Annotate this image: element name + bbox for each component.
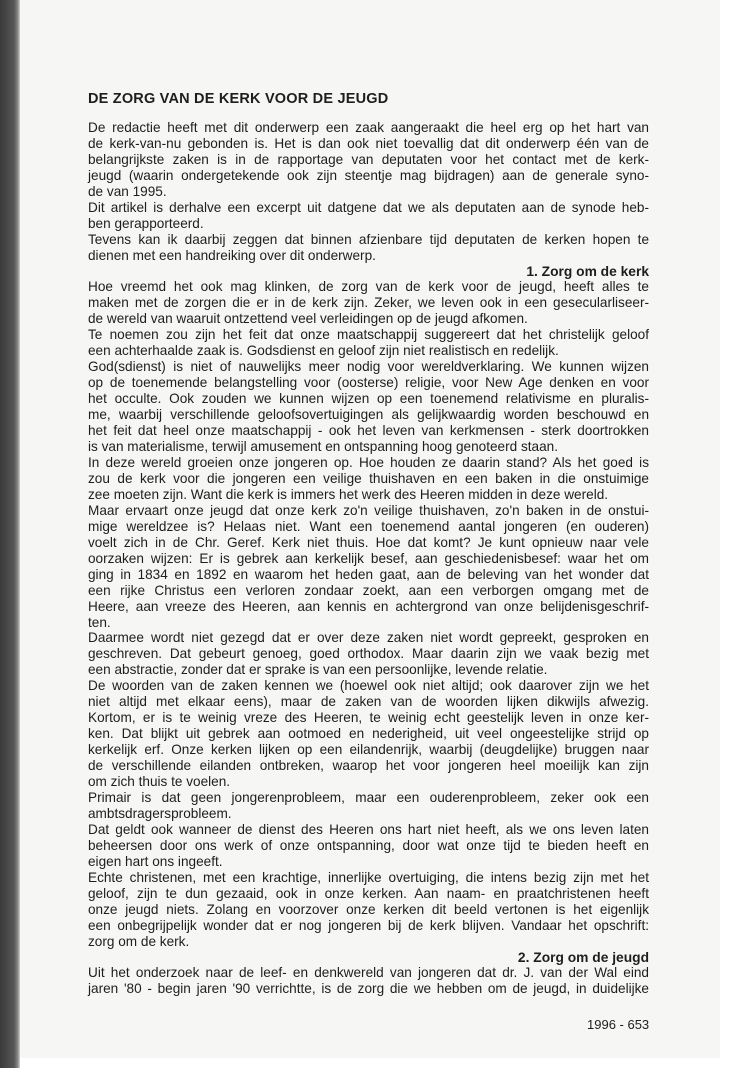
paragraph [88,232,649,264]
text-line: Echte christenen, met een krachtige, innerlijke overtuiging, die intens bezig zijn met het [88,869,649,885]
paragraph [88,630,649,678]
text-line: het occulte. Ook zouden we kunnen wijzen op een toenemend relativisme en pluralis- [88,391,649,407]
paragraph [88,678,649,790]
paragraph [88,279,649,327]
text-line: om zich thuis te voelen. [88,774,231,790]
text-line: beheersen door ons werk of onze ontspanning, door wat onze tijd te bieden heeft en [88,837,649,853]
page-binding-edge [0,0,20,1068]
text-line: Primair is dat geen jongerenprobleem, maar een ouderenprobleem, zeker ook een [88,789,649,805]
paragraph [88,790,649,822]
text-line: de verschillende eilanden ontbreken, waarop het voor jongeren heel moeilijk kan zijn [88,758,649,774]
section-heading: 2. Zorg om de jeugd [517,949,649,965]
text-line: me, waarbij verschillende geloofsovertuigingen als gelijkwaardig worden beschouwd en [88,407,649,423]
text-line: ten. [88,614,111,630]
paragraph [88,455,649,503]
page-margin-right [720,0,738,1068]
text-line: een achterhaalde zaak is. Godsdienst en geloof zijn niet realistisch en redelijk. [88,343,559,359]
text-line: Te noemen zou zijn het feit dat onze maatschappij suggereert dat het christelijk geloof [88,327,649,343]
text-line: jaren '80 - begin jaren '90 verrichtte, is de zorg die we hebben om de jeugd, in duidelijke [88,981,649,997]
text-line: geloof, zijn te dun gezaaid, ook in onze kerken. Aan naam- en praatchristenen heeft [88,885,649,901]
text-line: Dit artikel is derhalve een excerpt uit datgene dat we als deputaten aan de synode heb- [88,199,649,215]
text-line: zorg om de kerk. [88,933,190,949]
page-margin-bottom [20,1058,720,1068]
text-line: Daarmee wordt niet gezegd dat er over deze zaken niet wordt gepreekt, gesproken en [88,630,649,646]
text-line: Dat geldt ook wanneer de dienst des Heeren ons hart niet heeft, als we ons leven laten [88,821,649,837]
paragraph [88,120,649,200]
text-line: Uit het onderzoek naar de leef- en denkwereld van jongeren dat dr. J. van der Wal eind [88,965,649,981]
text-line: In deze wereld groeien onze jongeren op. Hoe houden ze daarin stand? Als het goed is [88,454,649,470]
text-line: voelt zich in de Chr. Geref. Kerk niet thuis. Hoe dat komt? Je kunt opnieuw naar vele [88,534,649,550]
text-line: ging in 1834 en 1892 en waarom het heden gaat, aan de beleving van het wonder dat [88,566,649,582]
text-line: ambtsdragersprobleem. [88,805,232,821]
text-line: een abstractie, zonder dat er sprake is van een persoonlijke, levende relatie. [88,662,548,678]
text-line: Heere, aan vreeze des Heeren, aan kennis en achtergrond van onze belijdenisgeschrif- [88,598,649,614]
text-line: dienen met een handreiking over dit onderwerp. [88,247,376,263]
text-line: zou de kerk voor die jongeren een veilige thuishaven en een baken in die onstuimige [88,470,649,486]
text-line: kerkelijk erf. Onze kerken lijken op een eilandenrijk, waarbij (deugdelijke) bruggen naar [88,742,649,758]
text-line: Hoe vreemd het ook mag klinken, de zorg van de kerk voor de jeugd, heeft alles te [88,279,649,295]
section-heading: 1. Zorg om de kerk [526,263,649,279]
paragraph [88,327,649,359]
text-line: belangrijkste zaken is in de rapportage van deputaten voor het contact met de kerk- [88,151,649,167]
text-line: Tevens kan ik daarbij zeggen dat binnen afzienbare tijd deputaten de kerken hopen te [88,231,649,247]
paragraph [88,503,649,631]
text-line: De redactie heeft met dit onderwerp een zaak aangeraakt die heel erg op het hart van [88,119,649,135]
text-line: ben gerapporteerd. [88,215,204,231]
paragraph [88,870,649,950]
page-number: 1996 - 653 [587,1017,650,1032]
text-line: is van materialisme, terwijl amusement en ontspanning hoog genoteerd staan. [88,439,559,455]
text-line: maken met de zorgen die er in de kerk zijn. Zeker, we leven ook in een gesecularliseer- [88,295,649,311]
text-line: Maar ervaart onze jeugd dat onze kerk zo'n veilige thuishaven, zo'n baken in de onstui- [88,502,649,518]
text-line: het feit dat heel onze maatschappij - ook het leven van kerkmensen - sterk doortrokken [88,423,649,439]
text-line: een onbegrijpelijk wonder dat er nog jongeren bij de kerk blijven. Vandaar het opschrift: [88,917,649,933]
text-line: Kortom, er is te weinig vreze des Heeren, te weinig echt geestelijk leven in onze ker- [88,710,649,726]
text-line: eigen hart ons ingeeft. [88,853,223,869]
article-title: DE ZORG VAN DE KERK VOOR DE JEUGD [88,91,389,107]
text-line: niet altijd met elkaar eens), maar de zaken van de woorden lijken dikwijls afwezig. [88,694,649,710]
paragraph [88,822,649,870]
text-line: oorzaken wijzen: Er is gebrek aan kerkelijk besef, aan geschiedenisbesef: waar het om [88,550,649,566]
text-line: op de toenemende belangstelling voor (oosterse) religie, voor New Age denken en voor [88,375,649,391]
text-line: De woorden van de zaken kennen we (hoewel ook niet altijd; ook daarover zijn we het [88,678,649,694]
paragraph [88,359,649,455]
paragraph [88,965,649,997]
text-line: geschreven. Dat gebeurt genoeg, goed orthodox. Maar daarin zijn we vaak bezig met [88,646,649,662]
text-line: mige wereldzee is? Helaas niet. Want een toenemend aantal jongeren (en ouderen) [88,518,649,534]
text-line: ken. Dat blijkt uit gebrek aan ootmoed en nederigheid, uit veel ongeestelijke strijd op [88,726,649,742]
text-line: zee moeten zijn. Want die kerk is immers het werk des Heeren midden in deze wereld. [88,486,609,502]
text-line: jeugd (waarin ondergetekende ook zijn steentje mag bijdragen) aan de generale syno- [88,167,649,183]
text-line: een rijke Christus een verloren zondaar zoekt, aan een verborgen omgang met de [88,582,649,598]
text-line: de kerk-van-nu gebonden is. Het is dan ook niet toevallig dat dit onderwerp één van de [88,135,649,151]
paragraph [88,200,649,232]
text-line: de wereld van waaruit ontzettend veel verleidingen op de jeugd afkomen. [88,311,528,327]
text-line: onze jeugd niets. Zolang en voorzover onze kerken dit beeld vertonen is het eigenlijk [88,901,649,917]
article [88,92,649,997]
article-body [88,120,649,997]
text-line: God(sdienst) is niet of nauwelijks meer nodig voor wereldverklaring. We kunnen wijzen [88,359,649,375]
text-line: de van 1995. [88,183,167,199]
